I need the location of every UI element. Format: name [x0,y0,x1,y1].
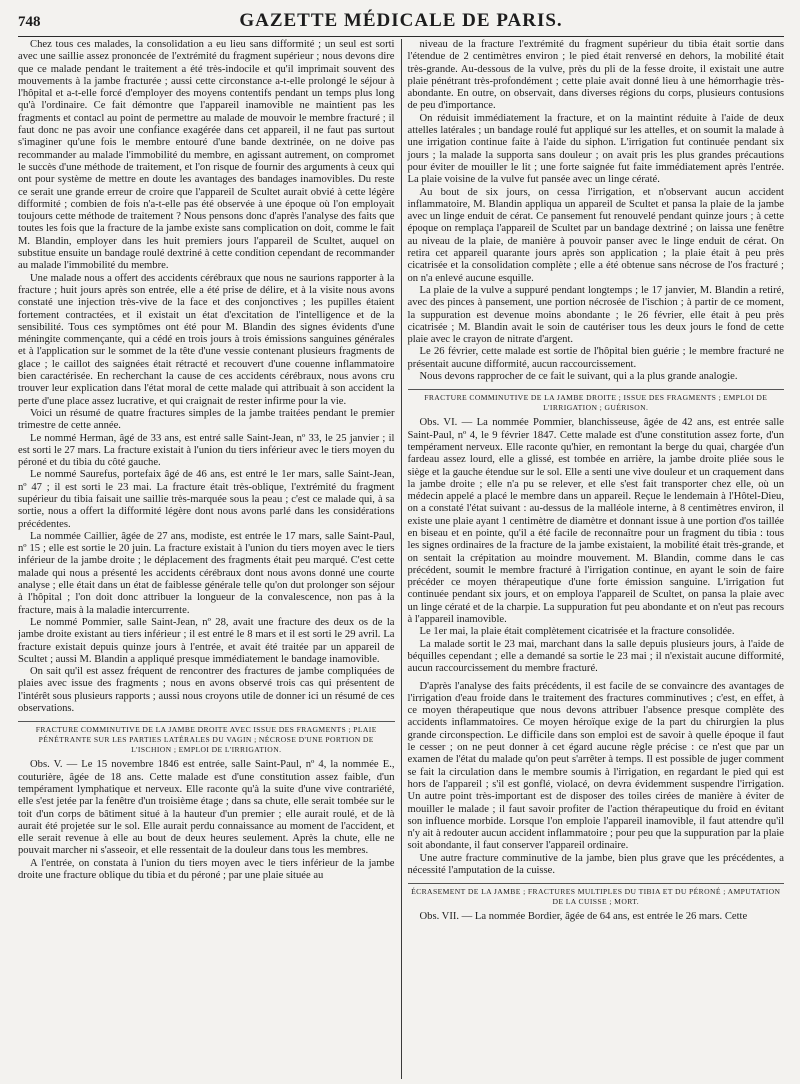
paragraph: Obs. V. — Le 15 novembre 1846 est entrée, salle Saint-Paul, nº 4, la nommée E., couturière, âgée de 18 ans. Cette malade est d'une constitution assez faible, d'un tempérament lymphatique et nerveux. Elle raconte qu'à la suite d'une vive contrariété, elle s'est jetée par la fenêtre d'un troisième étage ; dans sa chute, elle serait tombée sur le toit d'un corps de bâtiment situé à la hauteur d'un premier ; elle aurait roulé, et de là aurait été projetée sur le sol. Elle aurait perdu connaissance au moment de l'accident, et elle serait revenue à elle au bout de deux heures seulement. Après la chute, elle ne pouvait marcher ni s'asseoir, et elle ressentait de la douleur dans tous les membres. [18,759,395,857]
paragraph: La malade sortit le 23 mai, marchant dans la salle depuis plusieurs jours, à l'aide de béquilles cependant ; elle a demandé sa sortie le 23 mai ; il n'existait aucune difformité, aucun raccourcissement du membre fracturé. [407,638,784,675]
paragraph: Une malade nous a offert des accidents cérébraux que nous ne saurions rapporter à la fracture ; huit jours après son entrée, elle a été prise de délire, et à la visite nous avons constaté une injection très-vive de la face et des conjonctives ; les pupilles étaient fortement contractées, et il existait un état d'excitation de l'intelligence et de la sensibilité. Tous ces symptômes ont été pour M. Blandin des signes évidents d'une méningite commençante, qui a cédé en trois jours à trois émissions sanguines générales et à l'application sur le sommet de la tête d'une vessie contenant plusieurs fragments de glace ; le caillot des saignées était rétracté et recouvert d'une couenne inflammatoire bien caractérisée. En recherchant la cause de ces accidents cérébraux, nous avons cru trouver leur explication dans l'état moral de cette malade qui attribuait à son accident la perte d'une place assez lucrative, et qui craignait de rester infirme pour la vie. [18,272,395,407]
paragraph: Le nommé Saurefus, portefaix âgé de 46 ans, est entré le 1er mars, salle Saint-Jean, nº 47 ; il est sorti le 23 mai. La fracture était très-oblique, l'extrémité du fragment supérieur du tibia faisait une saillie très-marquée sous la peau ; c'est ce malade qui, à sa sortie, nous a offert la difformité légère dont nous avons parlé dans les considérations précédentes. [18,469,395,530]
paragraph: Le nommé Herman, âgé de 33 ans, est entré salle Saint-Jean, nº 33, le 25 janvier ; il est sorti le 27 mars. La fracture existait à l'union du tiers inférieur avec le tiers moyen du péroné et du tibia du côté gauche. [18,432,395,469]
paragraph: Obs. VI. — La nommée Pommier, blanchisseuse, âgée de 42 ans, est entrée salle Saint-Paul, nº 4, le 9 février 1847. Cette malade est d'une constitution assez forte, d'un tempérament nerveux. Elle raconte qu'hier, en remontant la berge du quai, chargée d'un fardeau assez lourd, elle a glissé, est tombée en arrière, la jambe droite pliée sous le siège et la gauche étendue sur le sol. Elle a senti une vive douleur et un craquement dans la jambe droite ; elle n'a pu se relever, et elle s'est fait transporter chez elle, où un médecin appelé a placé le membre dans un appareil. Reçue le lendemain à l'Hôtel-Dieu, on a constaté l'état suivant : au-dessus de la malléole interne, à 8 centimètres environ, il existe une plaie ayant 1 centimètre de diamètre et donnant issue à une portion d'os taillée en biseau et en pointe, qu'il a été facile de reconnaître pour un fragment du tibia : tous les signes ordinaires de la fracture de la jambe existaient, la mobilité était très-grande, et on sentait la crépitation au moindre mouvement. M. Blandin, comme dans le cas précédent, soumit le membre fracturé à l'irrigation continue, en ayant le soin de faire précéder ce moyen thérapeutique d'une forte émission sanguine. L'irrigation fut continuée pendant six jours, et on employa l'appareil de Scultet, on pansa la plaie avec un linge cératé et de la charpie. La suppuration fut peu abondante et on n'eut pas recours à l'appareil inamovible. [407,417,784,626]
paragraph: On sait qu'il est assez fréquent de rencontrer des fractures de jambe compliquées de plaies avec issue des fragments ; nous en avons observé trois cas qui présentent de l'intérêt sous plusieurs rapports ; aussi nous croyons utile de donner ici un résumé de ces observations. [18,666,395,715]
paragraph: Chez tous ces malades, la consolidation a eu lieu sans difformité ; un seul est sorti avec une saillie assez prononcée de l'extrémité du fragment supérieur ; nous devons dire que ce malade pendant le traitement a été très-indocile et qu'il imprimait souvent des mouvements à la jambe fracturée ; aussi cette circonstance a-t-elle prolongé le séjour à l'hôpital et a-t-elle forcé d'employer des moyens contentifs pendant un temps plus long qu'à l'ordinaire. Ce fait démontre que l'appareil inamovible ne maintient pas les fragments et contacl au point de permettre au malade de mouvoir le membre fracturé ; il faut donc ne pas avoir une confiance exagérée dans cet appareil, il ne faut pas surtout s'imaginer qu'une fois le membre entouré d'une bande dextrinée, on ne doive pas recommander au malade l'immobilité du membre, en agissant autrement, on compromet le succès d'une méthode de traitement, et l'on risque de fournir des arguments à ceux qui ont pour système de mettre en doute les avantages des bandages inamovibles. Du reste ce serait une grande erreur de croire que l'appareil de Scultet aurait obvié à cette légère difformité ; combien de fois n'a-t-elle pas été observée à une époque où l'on employait toujours cette méthode de traitement ? Nous pensons donc d'après l'analyse des faits que toutes les fois que la fracture de la jambe existe sans complication on doit, comme le fait M. Blandin, employer dans les huit premiers jours l'appareil de Scultet, auquel on substitue ensuite un bandage roulé dextriné à cette condition cependant de recommander au malade l'immobilité du membre. [18,39,395,272]
paragraph: A l'entrée, on constata à l'union du tiers moyen avec le tiers inférieur de la jambe droite une fracture oblique du tibia et du péroné ; par une plaie située au [18,857,395,881]
paragraph: La nommée Caillier, âgée de 27 ans, modiste, est entrée le 17 mars, salle Saint-Paul, nº 15 ; elle est sortie le 20 juin. La fracture existait à l'union du tiers moyen avec le tiers inférieur de la jambe droite ; le déplacement des fragments était peu marqué. C'est cette malade qui nous a présenté les accidents cérébraux dont nous avons donné une courte analyse ; elle était dans un état de faiblesse générale telle qu'on dut prolonger son séjour à l'hôpital ; l'on doit donc attribuer la longueur de la convalescence, non pas à la fracture, mais à la maladie intercurrente. [18,530,395,616]
paragraph: La plaie de la vulve a suppuré pendant longtemps ; le 17 janvier, M. Blandin a retiré, avec des pinces à pansement, une portion nécrosée de l'ischion ; à partir de ce moment, la suppuration est devenue moins abondante ; le 26 février, elle était à peu près cicatrisée ; M. Blandin avait le soin de cautériser tous les deux jours le fond de cette plaie avec le crayon de nitrate d'argent. [407,284,784,346]
paragraph: Voici un résumé de quatre fractures simples de la jambe traitées pendant le premier trimestre de cette année. [18,407,395,432]
paragraph: On réduisit immédiatement la fracture, et on la maintint réduite à l'aide de deux attelles latérales ; un bandage roulé fut appliqué sur les attelles, et on soumit la malade à une irrigation continue faite à l'aide du siphon. L'irrigation fut continuée pendant six jours ; la malade la supporta sans douleur ; on avait pris les plus grandes précautions pour éviter de mouiller le lit ; une forte saignée fut faite immédiatement après l'entrée. La plaie voisine de la vulve fut pansée avec un linge cératé. [407,112,784,186]
paragraph: Une autre fracture comminutive de la jambe, bien plus grave que les précédentes, a nécessité l'amputation de la cuisse. [407,852,784,876]
page-header [18,10,784,37]
case-heading-obs-v: FRACTURE COMMINUTIVE DE LA JAMBE DROITE AVEC ISSUE DES FRAGMENTS ; PLAIE PÉNÉTRANTE SUR LES PARTIES LATÉRALES DU VAGIN ; NÉCROSE D'UNE PORTION DE L'ISCHION ; EMPLOI DE L'IRRIGATION. [18,721,395,755]
journal-title: GAZETTE MÉDICALE DE PARIS. [239,10,563,31]
paragraph: Le 1er mai, la plaie était complètement cicatrisée et la fracture consolidée. [419,626,735,638]
paragraph: Nous devons rapprocher de ce fait le suivant, qui a la plus grande analogie. [419,371,738,383]
article-columns [18,39,784,1079]
paragraph: Obs. VII. — La nommée Bordier, âgée de 64 ans, est entrée le 26 mars. Cette [419,911,748,923]
paragraph: niveau de la fracture l'extrémité du fragment supérieur du tibia était sortie dans l'étendue de 2 centimètres environ ; le pied était renversé en dehors, la mobilité était très-grande. Au-dessous de la vulve, près du pli de la fesse droite, il existait une autre plaie pénétrant très-profondément ; cette plaie avait donné lieu à une hémorrhagie très-abondante. En outre, on observait, dans diverses régions du corps, plusieurs contusions de peu d'importance. [407,39,784,112]
paragraph: Le 26 février, cette malade est sortie de l'hôpital bien guérie ; le membre fracturé ne présentait aucune difformité, aucun raccourcissement. [407,346,784,370]
page-number: 748 [18,14,41,30]
paragraph: Au bout de six jours, on cessa l'irrigation, et n'observant aucun accident inflammatoire, M. Blandin appliqua un appareil de Scultet et pansa la plaie de la jambe avec un linge enduit de cérat. Ce pansement fut renouvelé pendant quinze jours ; à cette époque on remplaça l'appareil de Scultet par un bandage dextriné ; on laissa une fenêtre au niveau de la plaie, de manière à pouvoir panser avec le linge enduit de cérat. On retira cet appareil quarante jours après son application ; la plaie était à peu près cicatrisée et la consolidation complète ; elle a été obtenue sans nécrose de l'os fracturé ; on n'a enlevé aucune esquille. [407,186,784,284]
case-heading-obs-vii: ÉCRASEMENT DE LA JAMBE ; FRACTURES MULTIPLES DU TIBIA ET DU PÉRONÉ ; AMPUTATION DE LA CUISSE ; MORT. [408,883,785,907]
case-heading-obs-vi: FRACTURE COMMINUTIVE DE LA JAMBE DROITE ; ISSUE DES FRAGMENTS ; EMPLOI DE L'IRRIGATION ; GUÉRISON. [408,389,785,413]
left-column [18,39,401,1079]
right-column [401,39,785,1079]
paragraph: Le nommé Pommier, salle Saint-Jean, nº 28, avait une fracture des deux os de la jambe droite existant au tiers inférieur ; il est entré le 8 mars et il est sorti le 29 avril. La fracture existait depuis quinze jours à l'entrée, et avait été traitée par un appareil de Scultet ; aussi M. Blandin a appliqué presque immédiatement le bandage inamovible. [18,616,395,665]
paragraph: D'après l'analyse des faits précédents, il est facile de se convaincre des avantages de l'irrigation d'eau froide dans le traitement des fractures comminutives ; c'est, en effet, à ce moyen thérapeutique que nous devons attribuer l'absence presque complète des accidents inflammatoires. Ce moyen héroïque exige de la part du chirurgien la plus grande circonspection. Le difficile dans son emploi est de savoir à quelle époque il faut le cesser ; on ne peut donner à cet égard aucune règle précise : ce n'est que par un examen de l'état du malade qu'on peut s'arrêter à temps. Il est possible de juger comment se fait la circulation dans le membre soumis à l'irrigation, en regardant le pied qui est hors de l'appareil ; s'il est gonflé, violacé, on devra évidemment suspendre l'irrigation. Un autre point très-important est de disposer des toiles cirées de manière à éviter de mouiller le malade ; il faut savoir profiter de l'action thérapeutique du froid en évitant son influence morbide. Lorsque l'on emploie l'appareil inamovible, il faut attendre qu'il n'y ait à redouter aucun accident inflammatoire ; pour peu que la suppuration par la plaie soit abondante, il faut conserver l'appareil ordinaire. [407,680,784,852]
